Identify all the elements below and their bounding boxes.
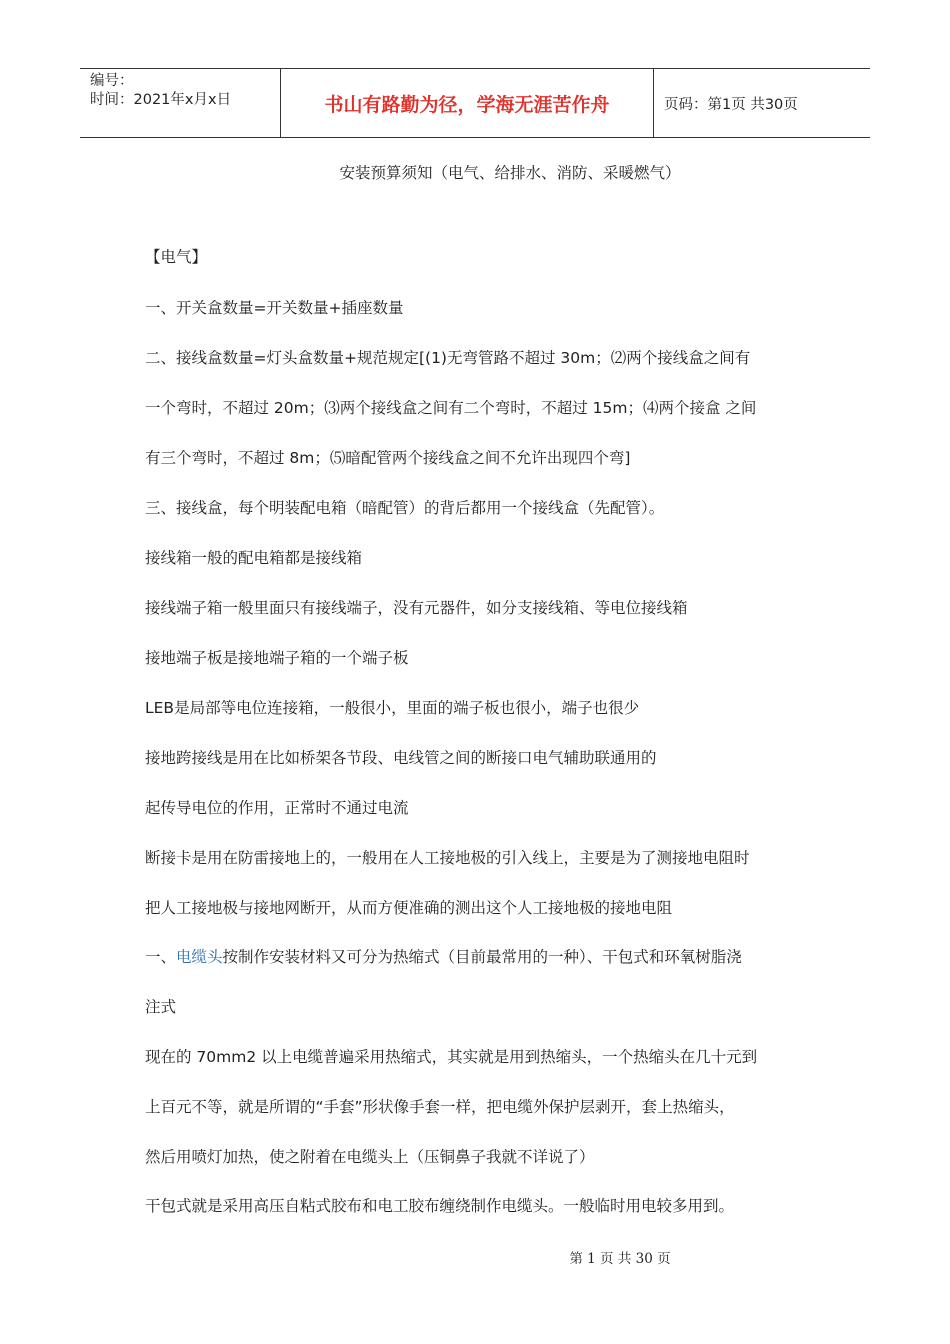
page-header xyxy=(80,68,870,138)
doc-time-label: 时间：2021年x月x日 xyxy=(90,92,232,108)
document-title: 安装预算须知（电气、给排水、消防、采暖燃气） xyxy=(339,164,681,182)
header-page-info: 页码：第1页 共30页 xyxy=(664,96,798,113)
paragraph-line: 接地跨接线是用在比如桥架各节段、电线管之间的断接口电气辅助联通用的 xyxy=(145,749,657,767)
page-footer: 第 1 页 共 30 页 xyxy=(569,1251,671,1267)
doc-number-label: 编号： xyxy=(90,73,134,89)
paragraph-line: 有三个弯时，不超过 8m；⑸暗配管两个接线盒之间不允许出现四个弯] xyxy=(145,449,631,467)
paragraph-line: 接地端子板是接地端子箱的一个端子板 xyxy=(145,649,409,667)
cable-prefix: 一、 xyxy=(145,948,177,966)
header-motto: 书山有路勤为径，学海无涯苦作舟 xyxy=(281,69,654,137)
paragraph-line: 干包式就是采用高压自粘式胶布和电工胶布缠绕制作电缆头。一般临时用电较多用到。 xyxy=(145,1197,735,1215)
header-meta xyxy=(80,69,281,137)
paragraph-line: 二、接线盒数量=灯头盒数量+规范规定[(1)无弯管路不超过 30m；⑵两个接线盒之间有 xyxy=(145,349,751,367)
cable-head-link[interactable]: 电缆头 xyxy=(176,948,223,966)
cable-rest: 按制作安装材料又可分为热缩式（目前最常用的一种）、干包式和环氧树脂浇 xyxy=(222,948,742,966)
paragraph-line: 现在的 70mm2 以上电缆普遍采用热缩式，其实就是用到热缩头，一个热缩头在几十元到 xyxy=(145,1048,758,1066)
paragraph-line-cable xyxy=(145,947,742,967)
paragraph-line: 然后用喷灯加热，使之附着在电缆头上（压铜鼻子我就不详说了） xyxy=(145,1148,595,1166)
paragraph-line: 接线端子箱一般里面只有接线端子，没有元器件，如分支接线箱、等电位接线箱 xyxy=(145,599,688,617)
paragraph-line: 注式 xyxy=(145,998,177,1016)
paragraph-line: 起传导电位的作用，正常时不通过电流 xyxy=(145,799,409,817)
paragraph-line: 断接卡是用在防雷接地上的，一般用在人工接地极的引入线上，主要是为了测接地电阻时 xyxy=(145,849,750,867)
paragraph-line: 三、接线盒，每个明装配电箱（暗配管）的背后都用一个接线盒（先配管）。 xyxy=(145,499,665,517)
paragraph-line: 把人工接地极与接地网断开，从而方便准确的测出这个人工接地极的接地电阻 xyxy=(145,899,673,917)
paragraph-line: 一、开关盒数量=开关数量+插座数量 xyxy=(145,299,404,317)
section-heading-electrical: 【电气】 xyxy=(145,248,208,266)
paragraph-line: 上百元不等，就是所谓的“手套”形状像手套一样，把电缆外保护层剥开，套上热缩头， xyxy=(145,1098,735,1116)
paragraph-line: LEB是局部等电位连接箱，一般很小，里面的端子板也很小，端子也很少 xyxy=(145,699,640,717)
paragraph-line: 接线箱一般的配电箱都是接线箱 xyxy=(145,549,363,567)
paragraph-line: 一个弯时，不超过 20m；⑶两个接线盒之间有二个弯时，不超过 15m；⑷两个接盒 之间 xyxy=(145,399,757,417)
